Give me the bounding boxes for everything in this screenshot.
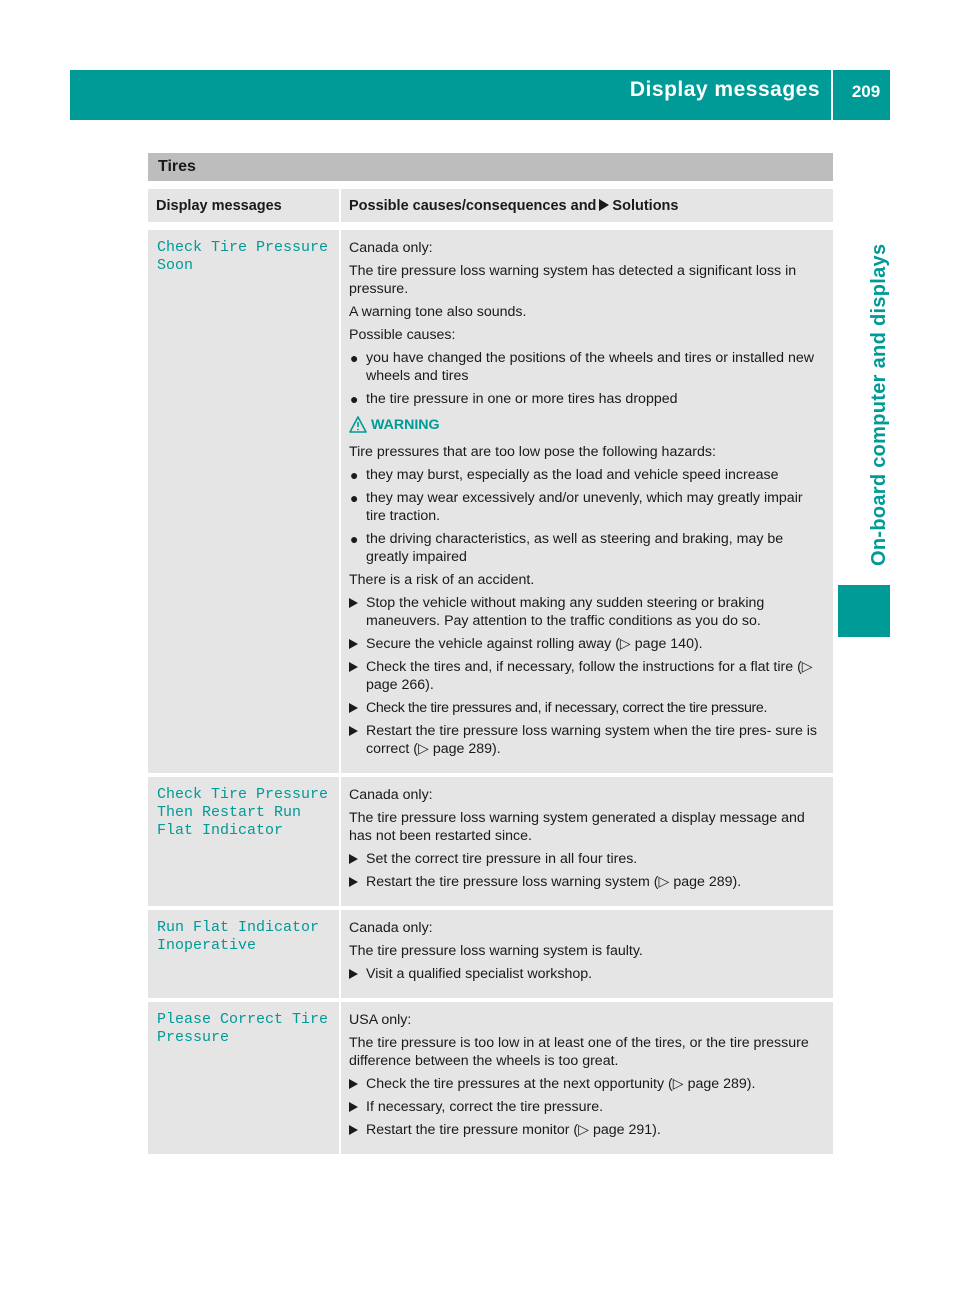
bullet-icon: ● — [350, 531, 359, 547]
table-row — [148, 910, 833, 1002]
warning-heading — [349, 416, 825, 434]
display-message-line: Inoperative — [157, 937, 257, 954]
section-title: Tires — [158, 158, 196, 175]
display-message-cell — [148, 230, 341, 777]
bullet-icon: ● — [350, 350, 359, 366]
action-arrow-icon — [349, 703, 358, 713]
column-header-causes: Possible causes/consequences and — [349, 198, 597, 214]
action-step — [349, 965, 825, 983]
action-step — [349, 873, 825, 891]
table-header-row — [148, 189, 833, 230]
bullet-text: they may wear excessively and/or unevenly, which may greatly impair tire traction. — [366, 490, 803, 524]
action-arrow-icon — [349, 1079, 358, 1089]
bullet-icon: ● — [350, 490, 359, 506]
display-message-line: Check Tire Pressure — [157, 239, 329, 256]
messages-table — [148, 189, 833, 1158]
solution-cell — [341, 230, 833, 777]
region-note: Canada only: — [349, 920, 433, 936]
action-arrow-icon — [349, 877, 358, 887]
display-message-line: Please Correct Tire — [157, 1011, 329, 1028]
action-arrow-icon — [349, 598, 358, 608]
warning-triangle-icon — [349, 416, 367, 433]
section-header — [148, 153, 833, 181]
region-note: Canada only: — [349, 240, 433, 256]
side-chapter-label: On-board computer and displays — [868, 243, 890, 566]
display-message-line: Then Restart Run — [157, 804, 302, 821]
bullet-text: the driving characteristics, as well as steering and braking, may be greatly impaired — [366, 531, 784, 565]
table-row — [148, 1002, 833, 1158]
warning-label: WARNING — [371, 417, 440, 433]
region-note: Canada only: — [349, 787, 433, 803]
action-arrow-icon — [349, 639, 358, 649]
action-text: Check the tire pressures at the next opportunity (▷ page 289). — [366, 1076, 756, 1092]
solution-cell — [341, 1002, 833, 1158]
column-header-solutions — [341, 189, 833, 230]
display-message-line: Check Tire Pressure — [157, 786, 329, 803]
bullet-item — [349, 530, 825, 566]
action-step — [349, 1098, 825, 1116]
action-step — [349, 594, 825, 630]
page-number: 209 — [851, 82, 881, 101]
header-title: Display messages — [629, 78, 820, 101]
table-row — [148, 230, 833, 777]
paragraph: A warning tone also sounds. — [349, 304, 527, 320]
action-text: Check the tires and, if necessary, follow the instructions for a flat tire (▷ page 266). — [366, 659, 813, 693]
action-text: Visit a qualified specialist workshop. — [366, 966, 593, 982]
bullet-text: the tire pressure in one or more tires has dropped — [366, 391, 678, 407]
action-arrow-icon — [349, 854, 358, 864]
bullet-icon: ● — [350, 467, 359, 483]
paragraph: The tire pressure loss warning system generated a display message and has not been restarted since. — [349, 810, 805, 844]
solution-cell — [341, 777, 833, 910]
display-message-line: Soon — [157, 257, 194, 274]
action-step — [349, 1075, 825, 1093]
bullet-item — [349, 390, 825, 408]
action-arrow-icon — [599, 199, 609, 211]
bullet-item — [349, 466, 825, 484]
action-text: Stop the vehicle without making any sudden steering or braking maneuvers. Pay attention to the traffic conditions as you do so. — [366, 595, 765, 629]
action-arrow-icon — [349, 1125, 358, 1135]
paragraph: Possible causes: — [349, 327, 456, 343]
display-message-line: Flat Indicator — [157, 822, 284, 839]
action-arrow-icon — [349, 726, 358, 736]
display-message-line: Run Flat Indicator — [157, 919, 320, 936]
bullet-item — [349, 349, 825, 385]
action-arrow-icon — [349, 1102, 358, 1112]
action-text: If necessary, correct the tire pressure. — [366, 1099, 604, 1115]
bullet-text: they may burst, especially as the load and vehicle speed increase — [366, 467, 779, 483]
action-text: Secure the vehicle against rolling away (▷ page 140). — [366, 636, 703, 652]
table-row — [148, 777, 833, 910]
paragraph: The tire pressure loss warning system is faulty. — [349, 943, 643, 959]
display-message-cell — [148, 910, 341, 1002]
bullet-icon: ● — [350, 391, 359, 407]
action-step — [349, 658, 825, 694]
bullet-item — [349, 489, 825, 525]
action-text: Restart the tire pressure loss warning system (▷ page 289). — [366, 874, 742, 890]
action-step — [349, 699, 825, 717]
paragraph: The tire pressure loss warning system has detected a significant loss in pressure. — [349, 263, 797, 297]
action-text: Restart the tire pressure loss warning system when the tire pres- sure is correct (▷ page 289). — [366, 723, 818, 757]
paragraph: The tire pressure is too low in at least one of the tires, or the tire pressure difference between the wheels is too great. — [349, 1035, 809, 1069]
action-text: Restart the tire pressure monitor (▷ page 291). — [366, 1122, 661, 1138]
display-message-line: Pressure — [157, 1029, 230, 1046]
header-divider — [831, 70, 833, 120]
paragraph: Tire pressures that are too low pose the following hazards: — [349, 444, 716, 460]
region-note: USA only: — [349, 1012, 412, 1028]
solution-cell — [341, 910, 833, 1002]
action-arrow-icon — [349, 662, 358, 672]
action-arrow-icon — [349, 969, 358, 979]
display-message-cell — [148, 777, 341, 910]
action-step — [349, 635, 825, 653]
display-message-cell — [148, 1002, 341, 1158]
action-text: Check the tire pressures and, if necessary, correct the tire pressure. — [366, 700, 768, 716]
action-step — [349, 722, 825, 758]
paragraph: There is a risk of an accident. — [349, 572, 535, 588]
action-step — [349, 850, 825, 868]
action-text: Set the correct tire pressure in all four tires. — [366, 851, 638, 867]
column-header-solutions-label: Solutions — [612, 198, 679, 214]
page-header — [70, 70, 890, 120]
column-header-messages: Display messages — [148, 189, 341, 230]
side-chapter-marker — [838, 585, 890, 637]
action-step — [349, 1121, 825, 1139]
bullet-text: you have changed the positions of the wheels and tires or installed new wheels and tires — [366, 350, 814, 384]
